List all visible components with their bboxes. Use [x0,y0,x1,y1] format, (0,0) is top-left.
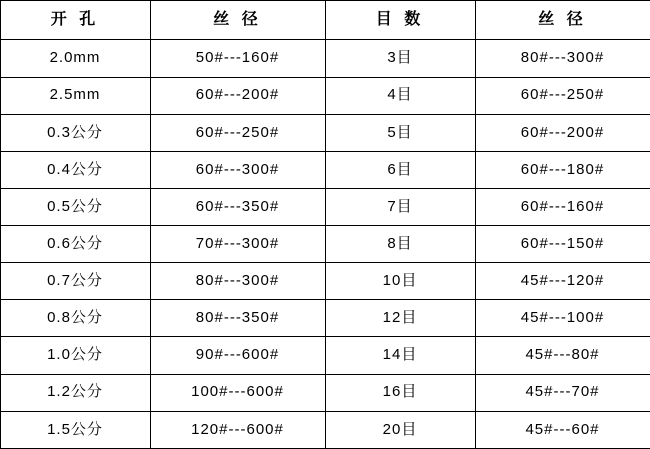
cell-wire-diameter-1: 60#---200# [150,77,325,114]
cell-mesh-count: 6目 [325,151,475,188]
cell-wire-diameter-1: 80#---350# [150,300,325,337]
table-header-row [0,1,650,40]
table-row [0,151,650,188]
cell-mesh-count: 8目 [325,226,475,263]
table-row [0,374,650,411]
table-row [0,411,650,448]
cell-mesh-count: 7目 [325,188,475,225]
cell-aperture: 0.5公分 [0,188,150,225]
cell-wire-diameter-1: 60#---350# [150,188,325,225]
cell-wire-diameter-1: 70#---300# [150,226,325,263]
cell-wire-diameter-2: 45#---70# [475,374,650,411]
cell-mesh-count: 10目 [325,263,475,300]
cell-mesh-count: 12目 [325,300,475,337]
cell-aperture: 0.3公分 [0,114,150,151]
table-row [0,337,650,374]
cell-aperture: 0.7公分 [0,263,150,300]
table-row [0,114,650,151]
cell-wire-diameter-1: 100#---600# [150,374,325,411]
cell-wire-diameter-2: 45#---80# [475,337,650,374]
cell-wire-diameter-1: 60#---300# [150,151,325,188]
cell-aperture: 2.5mm [0,77,150,114]
cell-aperture: 1.2公分 [0,374,150,411]
cell-mesh-count: 16目 [325,374,475,411]
cell-wire-diameter-2: 60#---250# [475,77,650,114]
table-row [0,77,650,114]
cell-mesh-count: 5目 [325,114,475,151]
cell-wire-diameter-2: 60#---180# [475,151,650,188]
cell-wire-diameter-1: 80#---300# [150,263,325,300]
cell-wire-diameter-2: 60#---200# [475,114,650,151]
column-header-wire-diameter-2: 丝 径 [475,1,650,40]
table-row [0,226,650,263]
cell-wire-diameter-2: 60#---160# [475,188,650,225]
cell-mesh-count: 4目 [325,77,475,114]
cell-wire-diameter-1: 50#---160# [150,40,325,77]
cell-wire-diameter-1: 90#---600# [150,337,325,374]
table-row [0,40,650,77]
cell-aperture: 0.4公分 [0,151,150,188]
cell-wire-diameter-2: 60#---150# [475,226,650,263]
cell-aperture: 0.8公分 [0,300,150,337]
column-header-wire-diameter-1: 丝 径 [150,1,325,40]
cell-wire-diameter-1: 60#---250# [150,114,325,151]
table-row [0,188,650,225]
cell-wire-diameter-2: 80#---300# [475,40,650,77]
cell-wire-diameter-2: 45#---60# [475,411,650,448]
column-header-mesh-count: 目 数 [325,1,475,40]
cell-wire-diameter-2: 45#---120# [475,263,650,300]
cell-aperture: 1.5公分 [0,411,150,448]
cell-aperture: 0.6公分 [0,226,150,263]
cell-aperture: 1.0公分 [0,337,150,374]
cell-mesh-count: 3目 [325,40,475,77]
cell-aperture: 2.0mm [0,40,150,77]
table-row [0,263,650,300]
cell-wire-diameter-1: 120#---600# [150,411,325,448]
cell-wire-diameter-2: 45#---100# [475,300,650,337]
column-header-aperture: 开 孔 [0,1,150,40]
cell-mesh-count: 14目 [325,337,475,374]
table-row [0,300,650,337]
cell-mesh-count: 20目 [325,411,475,448]
